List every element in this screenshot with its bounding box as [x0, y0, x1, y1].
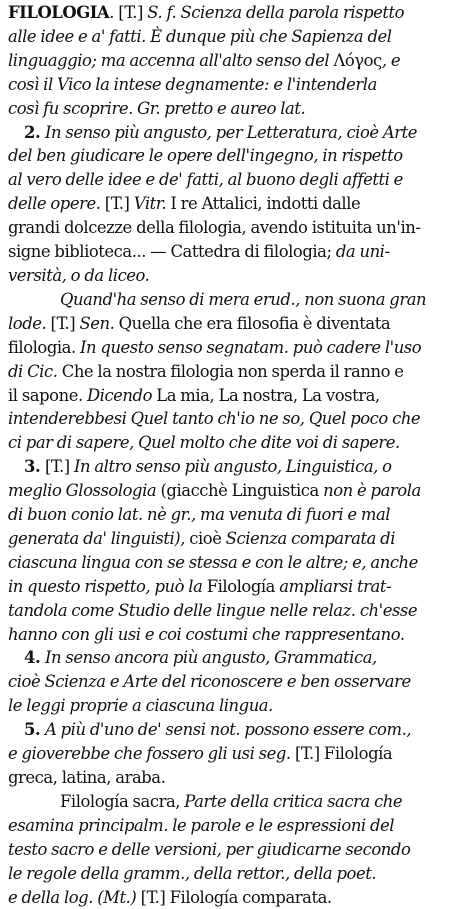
text-line — [8, 623, 470, 647]
text-run: hanno con gli usi e coi costumi che rappresentano. — [8, 624, 405, 644]
text-run: Filología — [206, 576, 275, 596]
entry-heading: 3. — [24, 457, 45, 477]
text-run: In senso più angusto, per Letteratura, cioè Arte — [44, 122, 418, 142]
text-line — [8, 886, 470, 909]
text-run: esamina principalm. le parole e le espressioni del — [8, 815, 395, 835]
text-line — [8, 694, 470, 718]
text-line — [8, 455, 470, 479]
text-run: [T.] Filología comparata. — [140, 887, 332, 907]
text-run: , e — [381, 50, 401, 70]
text-line — [8, 216, 470, 240]
text-line — [8, 742, 470, 766]
text-run: In senso ancora più angusto, Grammatica, — [44, 648, 377, 668]
text-run: e gioverebbe che fossero gli usi seg. — [8, 744, 295, 764]
text-run: di Cic. — [8, 361, 58, 381]
text-run: le regole della gramm., della rettor., della poet. — [8, 863, 377, 883]
text-line — [8, 814, 470, 838]
entry-heading: 4. — [24, 648, 45, 668]
entry-heading: 2. — [24, 122, 45, 142]
text-line — [8, 144, 470, 168]
text-run: meglio Glossologia — [8, 481, 161, 501]
text-run: Sen. — [79, 313, 115, 333]
text-run: ampliarsi trat- — [274, 576, 392, 596]
text-line — [8, 360, 470, 384]
text-run: signe biblioteca... — Cattedra di filologia; — [8, 242, 336, 262]
text-run: Quand'ha senso di mera erud., non suona gran — [60, 289, 427, 309]
text-line — [8, 718, 470, 742]
text-run: Quella che era filosofia è diventata — [114, 313, 391, 333]
text-run: S. f. Scienza della parola rispetto — [147, 3, 405, 22]
text-run: ci par di sapere, Quel molto che dite voi di sapere. — [8, 433, 400, 453]
text-line — [8, 479, 470, 503]
text-line — [8, 336, 470, 360]
text-run: In questo senso segnatam. può cadere l'uso — [80, 337, 422, 357]
text-run: [T.] — [50, 313, 80, 333]
text-run: [T.] — [44, 457, 74, 477]
text-run: delle opere. — [8, 194, 105, 214]
text-run: cioè — [189, 528, 226, 548]
text-line — [8, 97, 470, 121]
text-run: Vitr. — [133, 194, 167, 214]
text-run: Scienza comparata di — [225, 528, 395, 548]
text-line — [8, 838, 470, 862]
text-line — [8, 384, 470, 408]
text-line — [8, 121, 470, 145]
text-run: non è parola — [323, 481, 421, 501]
text-line — [8, 407, 470, 431]
text-run: Parte della critica sacra che — [184, 791, 403, 811]
text-run: Λόγος — [333, 50, 382, 70]
text-run: (giacchè Linguistica — [160, 481, 324, 501]
text-run: La mia, La nostra, La vostra, — [152, 385, 380, 405]
text-line — [8, 240, 470, 264]
text-run: le leggi proprie a ciascuna lingua. — [8, 696, 273, 716]
text-line — [8, 599, 470, 623]
text-run: al vero delle idee e de' fatti, al buono degli affetti e — [8, 170, 403, 190]
text-line — [8, 312, 470, 336]
text-line — [8, 49, 470, 73]
text-run: lode. — [8, 313, 51, 333]
entry-heading: FILOLOGIA — [8, 3, 110, 22]
entry-heading: 5. — [24, 720, 45, 740]
text-run: greca, latina, araba. — [8, 768, 166, 787]
text-line — [8, 503, 470, 527]
text-run: alle idee e a' fatti. È dunque più che Sapienza del — [8, 26, 392, 46]
text-run: In altro senso più angusto, Linguistica, o — [73, 457, 392, 477]
text-line — [8, 551, 470, 575]
text-run: di buon conio lat. nè gr., ma venuta di fuori e mal — [8, 505, 391, 525]
text-line — [8, 766, 470, 790]
text-run: generata da' linguisti), — [8, 528, 190, 548]
text-run: A più d'uno de' sensi not. possono essere com., — [44, 720, 412, 740]
text-run: del ben giudicare le opere dell'ingegno, in rispetto — [8, 146, 403, 166]
text-line — [8, 670, 470, 694]
text-run: grandi dolcezze della filologia, avendo istituita un'in- — [8, 218, 421, 238]
text-run: così fu scoprire. Gr. pretto e aureo lat. — [8, 98, 306, 118]
text-line — [8, 168, 470, 192]
text-line — [8, 192, 470, 216]
text-line — [8, 862, 470, 886]
text-run: [T.] Filología — [294, 744, 393, 764]
text-run: cioè Scienza e Arte del riconoscere e ben osservare — [8, 672, 411, 692]
text-run: versità, o da liceo. — [8, 265, 150, 285]
text-run: Dicendo — [86, 385, 152, 405]
text-run: il sapone. — [8, 385, 87, 405]
text-run: e della log. (Mt.) — [8, 887, 141, 907]
text-run: . [T.] — [109, 3, 148, 22]
text-run: filologia. — [8, 337, 81, 357]
text-run: da uni- — [335, 242, 390, 262]
text-run: in questo rispetto, può la — [8, 576, 207, 596]
text-run: [T.] — [104, 194, 134, 214]
text-run: ciascuna lingua con se stessa e con le altre; e, anche — [8, 552, 418, 572]
text-line — [8, 25, 470, 49]
text-line — [8, 431, 470, 455]
text-line — [8, 73, 470, 97]
text-run: testo sacro e delle versioni, per giudicarne secondo — [8, 839, 411, 859]
text-run: così il Vico la intese degnamente: e l'intenderla — [8, 74, 377, 94]
text-line — [8, 646, 470, 670]
text-run: I re Attalici, indotti dalle — [166, 194, 361, 214]
text-run: intenderebbesi Quel tanto ch'io ne so, Quel poco che — [8, 409, 421, 429]
text-line — [8, 575, 470, 599]
text-line — [8, 790, 470, 814]
text-run: linguaggio; ma accenna all'alto senso del — [8, 50, 334, 70]
text-line — [8, 288, 470, 312]
text-line — [8, 1, 470, 25]
text-run: Che la nostra filologia non sperda il ranno e — [57, 361, 404, 381]
text-run: tandola come Studio delle lingue nelle relaz. ch'esse — [8, 600, 418, 620]
text-line — [8, 527, 470, 551]
text-run: Filología sacra, — [60, 791, 185, 811]
text-line — [8, 264, 470, 288]
